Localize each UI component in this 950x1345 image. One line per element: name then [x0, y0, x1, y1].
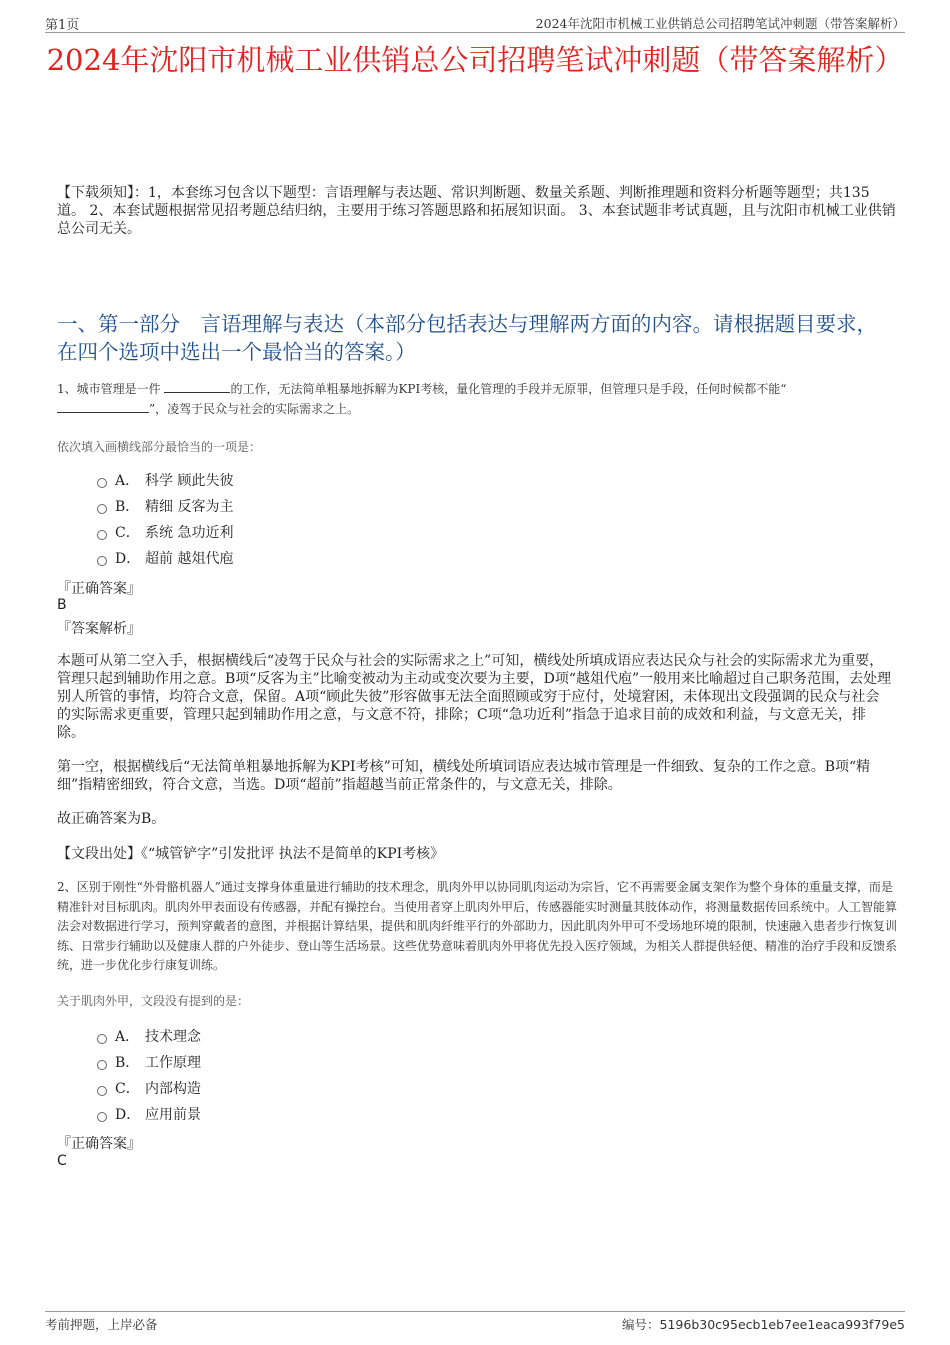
footer-doc-id [622, 1315, 905, 1333]
question-1-answer: B [57, 597, 67, 613]
question-1-prompt: 依次填入画横线部分最恰当的一项是： [57, 440, 262, 454]
radio-icon[interactable] [97, 556, 107, 566]
question-1-source: 【文段出处】《“城管铲字”引发批评 执法不是简单的KPI考核》 [57, 846, 445, 862]
question-2-option-c[interactable] [97, 1078, 201, 1098]
option-letter: D． [115, 1107, 141, 1123]
option-letter: C． [115, 1081, 140, 1097]
header-divider [45, 32, 905, 33]
option-text: 工作原理 [145, 1055, 201, 1071]
option-text: 应用前景 [145, 1107, 201, 1123]
page-title: 2024年沈阳市机械工业供销总公司招聘笔试冲刺题（带答案解析） [46, 43, 904, 77]
footer-id-code: 5196b30c95ecb1eb7ee1eaca993f79e5 [659, 1317, 905, 1332]
footer-id-label: 编号： [622, 1317, 660, 1332]
radio-icon[interactable] [97, 478, 107, 488]
question-1-answer-label: 『正确答案』 [57, 581, 141, 597]
question-2-answer: C [57, 1153, 67, 1169]
question-2-stem: 2、区别于刚性“外骨骼机器人”通过支撑身体重量进行辅助的技术理念，肌肉外甲以协同肌肉运动为宗旨，它不再需要金属支架作为整个身体的重量支撑，而是精准针对目标肌肉。肌肉外甲表面设有传感器，并配有操控台。当使用者穿上肌肉外甲后，传感器能实时测量其肢体动作，将测量数据传回系统中。人工智能算法会对数据进行学习，预判穿戴者的意图，并根据计算结果，提供和肌肉纤维平行的外部助力，因此肌肉外甲可不受场地环境的限制，快速融入患者步行恢复训练、日常步行辅助以及健康人群的户外徒步、登山等生活场景。这些优势意味着肌肉外甲将优先投入医疗领域，为相关人群提供轻便、精准的治疗手段和反馈系统，进一步优化步行康复训练。 [57, 880, 898, 972]
option-letter: A． [115, 473, 140, 489]
option-text: 内部构造 [145, 1081, 201, 1097]
option-text: 超前 越俎代庖 [145, 551, 234, 567]
question-2-option-b[interactable] [97, 1052, 201, 1072]
option-text: 技术理念 [145, 1029, 201, 1045]
question-1-blank-1 [164, 380, 230, 393]
section-title: 一、第一部分 言语理解与表达（本部分包括表达与理解两方面的内容。请根据题目要求，在四个选项中选出一个最恰当的答案。） [57, 312, 877, 364]
option-letter: C． [115, 525, 140, 541]
option-letter: A． [115, 1029, 140, 1045]
question-2-prompt: 关于肌肉外甲，文段没有提到的是： [57, 994, 250, 1008]
download-notice: 【下载须知】：1，本套练习包含以下题型：言语理解与表达题、常识判断题、数量关系题、判断推理题和资料分析题等题型；共135道。 2、本套试题根据常见招考题总结归纳，主要用于练习答题思路和拓展知识面。 3、本套试题非考试真题，且与沈阳市机械工业供销总公司无关。 [57, 185, 896, 237]
question-1-stem-part-a: 1、城市管理是一件 [57, 382, 165, 396]
question-1-option-a[interactable] [97, 470, 233, 490]
page-number: 第1页 [45, 18, 80, 33]
question-1-analysis-p1: 本题可从第二空入手，根据横线后“凌驾于民众与社会的实际需求之上”可知，横线处所填成语应表达民众与社会的实际需求尤为重要，管理只起到辅助作用之意。B项“反客为主”比喻变被动为主动或变次要为主要，D项“越俎代庖”一般用来比喻超过自己职务范围，去处理别人所管的事情，均符合文意，保留。A项“顾此失彼”形容做事无法全面照顾或穷于应付，处境窘困，未体现出文段强调的民众与社会的实际需求更重要，管理只起到辅助作用之意，与文意不符，排除；C项“急功近利”指急于追求目前的成效和利益，与文意无关，排除。 [57, 653, 892, 741]
radio-icon[interactable] [97, 504, 107, 514]
question-1-option-b[interactable] [97, 496, 233, 516]
question-1-analysis-label: 『答案解析』 [57, 621, 141, 637]
question-1-option-d[interactable] [97, 548, 233, 568]
radio-icon[interactable] [97, 530, 107, 540]
question-1-stem-part-c: ”，凌驾于民众与社会的实际需求之上。 [149, 401, 360, 416]
radio-icon[interactable] [97, 1086, 107, 1096]
question-1-blank-2 [57, 400, 149, 413]
option-letter: B． [115, 1055, 140, 1071]
question-2-option-a[interactable] [97, 1026, 201, 1046]
option-letter: B． [115, 499, 140, 515]
question-1-analysis-p3: 故正确答案为B。 [57, 811, 166, 827]
question-2-answer-label: 『正确答案』 [57, 1136, 141, 1152]
question-1-stem-part-b: 的工作，无法简单粗暴地拆解为KPI考核，量化管理的手段并无原罪，但管理只是手段，任何时候都不能“ [230, 382, 787, 396]
header-doc-title: 2024年沈阳市机械工业供销总公司招聘笔试冲刺题（带答案解析） [535, 16, 905, 31]
option-letter: D． [115, 551, 141, 567]
question-1-analysis-p2: 第一空，根据横线后“无法简单粗暴地拆解为KPI考核”可知，横线处所填词语应表达城市管理是一件细致、复杂的工作之意。B项“精细”指精密细致，符合文意，当选。D项“超前”指超越当前正常条件的，与文意无关，排除。 [57, 759, 871, 793]
option-text: 科学 顾此失彼 [145, 473, 234, 489]
question-2-option-d[interactable] [97, 1104, 201, 1124]
footer-slogan: 考前押题，上岸必备 [45, 1317, 158, 1332]
question-1-option-c[interactable] [97, 522, 233, 542]
question-1-stem [57, 380, 897, 419]
footer-divider [45, 1311, 905, 1312]
radio-icon[interactable] [97, 1034, 107, 1044]
option-text: 精细 反客为主 [145, 499, 234, 515]
radio-icon[interactable] [97, 1112, 107, 1122]
radio-icon[interactable] [97, 1060, 107, 1070]
option-text: 系统 急功近利 [145, 525, 234, 541]
